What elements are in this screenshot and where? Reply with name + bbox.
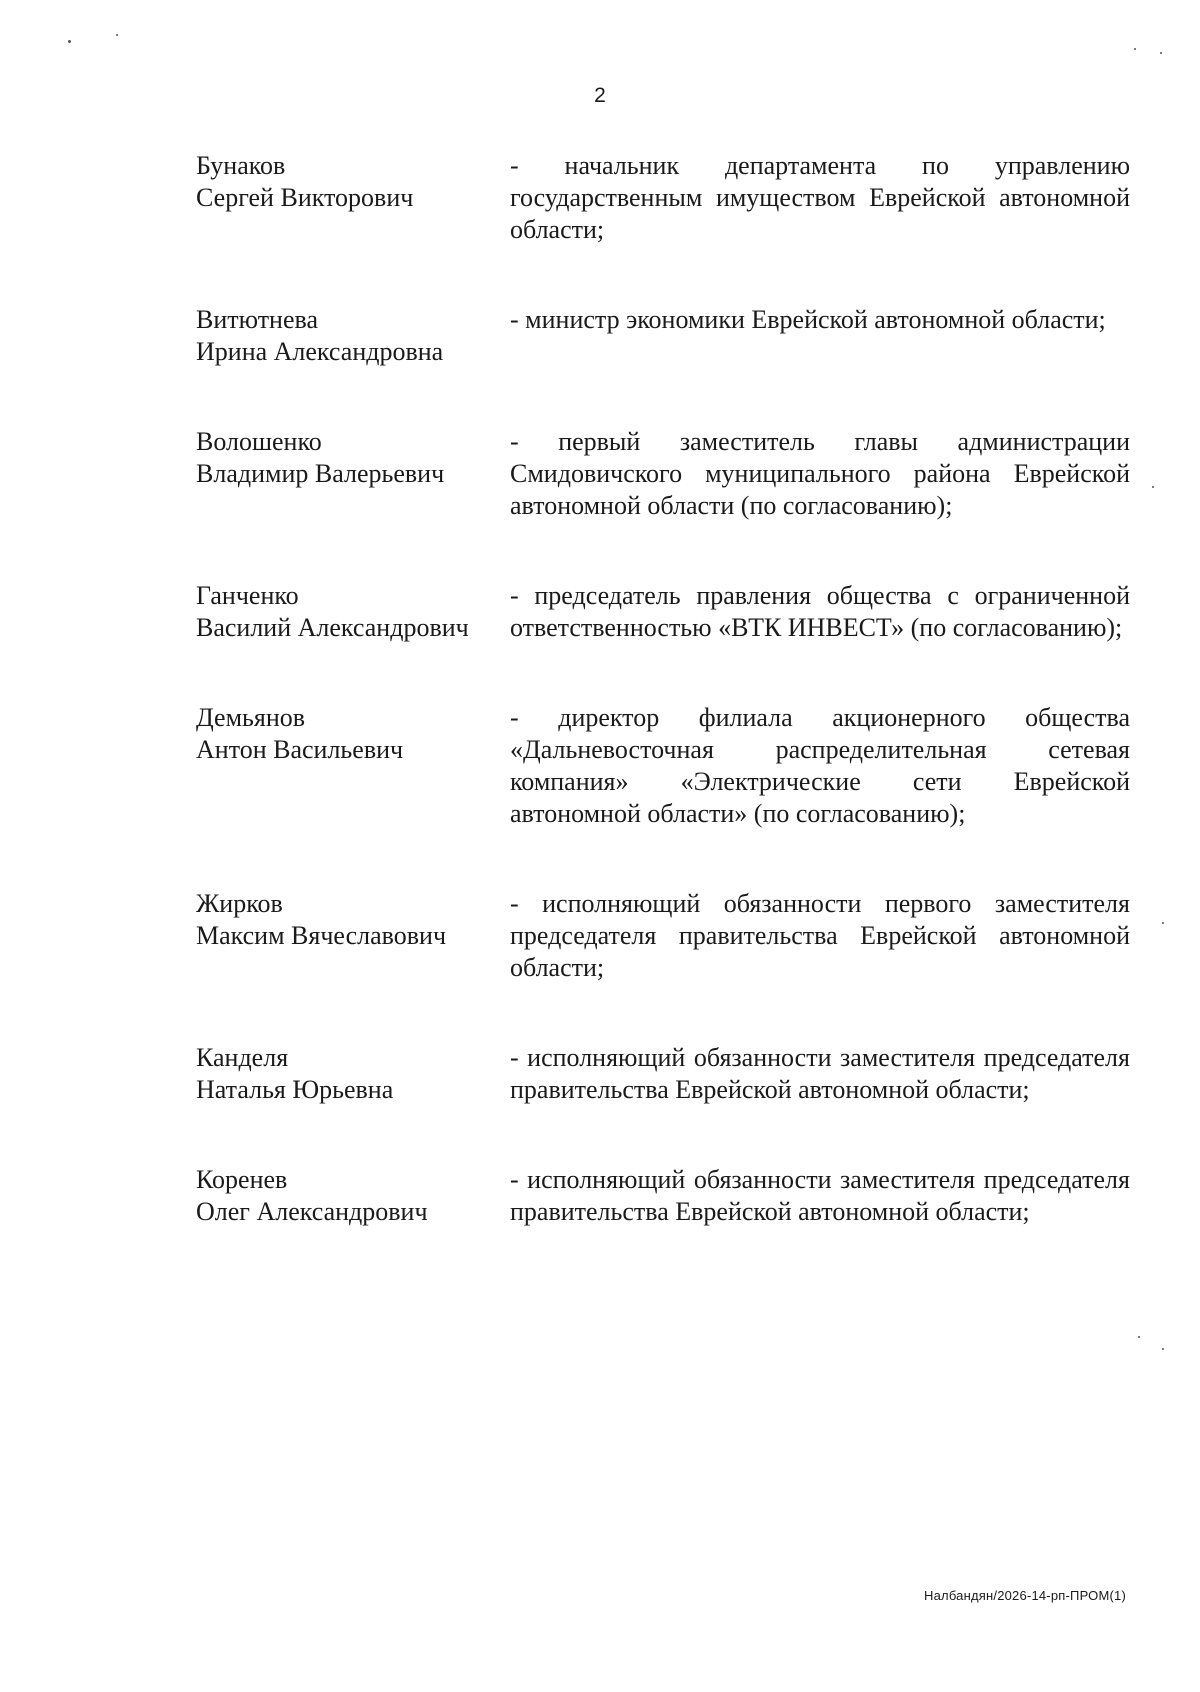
member-given-names: Наталья Юрьевна: [196, 1075, 394, 1104]
member-list: [196, 150, 1130, 1286]
member-surname: Волошенко: [196, 427, 322, 456]
member-name: [196, 426, 510, 490]
member-role: - исполняющий обязанности заместителя председателя правительства Еврейской автономной области;: [510, 1165, 1130, 1226]
member-role: - первый заместитель главы администрации Смидовичского муниципального района Еврейской автономной области (по согласованию);: [510, 427, 1130, 520]
scan-speck: [68, 40, 71, 43]
member-surname: Ганченко: [196, 581, 299, 610]
member-name: [196, 304, 510, 368]
member-given-names: Василий Александрович: [196, 613, 469, 642]
member-surname: Демьянов: [196, 703, 306, 732]
member-entry: [196, 1042, 1130, 1106]
member-role: - председатель правления общества с ограниченной ответственностью «ВТК ИНВЕСТ» (по согласованию);: [510, 581, 1130, 642]
member-given-names: Владимир Валерьевич: [196, 459, 445, 488]
member-entry: [196, 426, 1130, 522]
scan-speck: [1152, 486, 1154, 488]
member-name: [196, 1164, 510, 1228]
member-entry: [196, 1164, 1130, 1228]
member-role: - исполняющий обязанности заместителя председателя правительства Еврейской автономной области;: [510, 1043, 1130, 1104]
member-surname: Бунаков: [196, 151, 286, 180]
member-surname: Коренев: [196, 1165, 288, 1194]
member-entry: [196, 304, 1130, 368]
scan-speck: [1162, 1348, 1164, 1350]
member-name: [196, 1042, 510, 1106]
member-surname: Жирков: [196, 889, 283, 918]
page-number: 2: [594, 84, 606, 107]
member-role: - директор филиала акционерного общества «Дальневосточная распределительная сетевая компания» «Электрические сети Еврейской автономной области» (по согласованию);: [510, 703, 1130, 828]
member-role: - исполняющий обязанности первого заместителя председателя правительства Еврейской автономной области;: [510, 889, 1130, 982]
member-name: [196, 702, 510, 766]
scan-speck: [1134, 48, 1136, 50]
member-name: [196, 150, 510, 214]
member-entry: [196, 702, 1130, 830]
scan-speck: [1138, 1336, 1140, 1338]
document-reference-code: Налбандян/2026-14-рп-ПРОМ(1): [924, 1588, 1126, 1603]
member-given-names: Сергей Викторович: [196, 183, 414, 212]
scan-speck: [1160, 52, 1162, 54]
member-given-names: Антон Васильевич: [196, 735, 404, 764]
member-given-names: Ирина Александровна: [196, 337, 444, 366]
member-entry: [196, 580, 1130, 644]
member-given-names: Максим Вячеславович: [196, 921, 447, 950]
member-surname: Канделя: [196, 1043, 289, 1072]
member-role: - начальник департамента по управлению государственным имуществом Еврейской автономной области;: [510, 151, 1130, 244]
member-surname: Витютнева: [196, 305, 318, 334]
member-role: - министр экономики Еврейской автономной области;: [510, 305, 1106, 334]
scan-speck: [116, 34, 118, 36]
member-given-names: Олег Александрович: [196, 1197, 428, 1226]
member-name: [196, 580, 510, 644]
member-entry: [196, 888, 1130, 984]
member-entry: [196, 150, 1130, 246]
scan-speck: [1162, 922, 1164, 924]
member-name: [196, 888, 510, 952]
